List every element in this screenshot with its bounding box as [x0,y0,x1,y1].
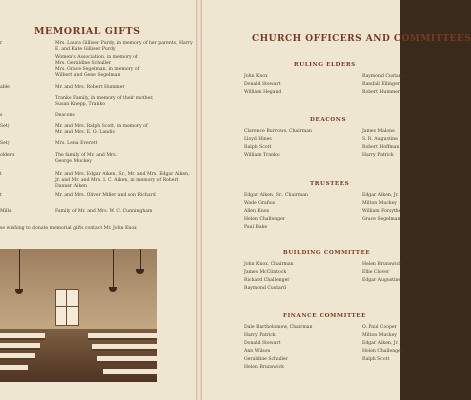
officer-name: S. R. Augustine [362,137,398,142]
officer-name: Helen Challenger [362,349,404,354]
officer-name: Harry Patrick [362,153,394,158]
pew [92,344,157,351]
pew [0,333,45,340]
memorial-gifts-title: MEMORIAL GIFTS [34,26,141,37]
lamp-cord [19,249,20,289]
officer-name: Robert Hummer [362,90,400,95]
officer-name: Randall Ellinger [362,82,400,87]
officer-name: Dale Bartholomew, Chairman [244,325,313,330]
officer-name: O. Paul Cooper [362,325,397,330]
officer-name: Richard Challenger [244,278,290,283]
memorial-gift-label: s [0,113,3,118]
pew [0,353,35,360]
memorial-gift-donor: Mrs. Grace Segelman, in memory of Wilbert and Gene Segelman [55,67,140,79]
officer-name: Ann Wilson [244,349,271,354]
memorial-gift-donor: Women's Association, in memory of Mrs. Geraldine Schuller [55,55,138,67]
memorial-gift-donor: Mrs. Lena Everett [55,141,98,146]
section-heading: RULING ELDERS [294,62,356,68]
officer-name: Helen Brunswick [244,365,284,370]
memorial-gift-label: Set) [0,141,10,146]
right-page [202,0,471,400]
section-heading: FINANCE COMMITTEE [283,313,366,319]
officer-name: William Hegand [244,90,282,95]
memorial-gift-label: olders [0,153,15,158]
memorial-gift-label: Mills [0,209,12,214]
memorial-gift-donor: Mr. and Mrs. Ralph Scott, in memory of Mr. and Mrs. E. O. Landis [55,124,148,136]
pew [0,365,28,372]
memorial-gift-donor: Mrs. Laura Gilliser Purdy, in memory of her parents, Harry E. and Kate Gilliser Purdy [55,41,193,53]
officer-name: Ralph Scott [362,357,390,362]
officer-name: Harry Patrick [244,333,276,338]
memorial-gift-label: t [0,193,2,198]
memorial-gift-donor: Family of Mr. and Mrs. W. C. Cunningham [55,209,153,214]
memorial-gift-donor: The family of Mr. and Mrs. George Muckey [55,153,118,165]
officer-name: Donald Stewart [244,341,281,346]
memorial-gift-label: able [0,85,10,90]
pew [88,333,157,340]
memorial-gift-donor: Mr. and Mrs. Edgar Aiken, Sr., Mr. and Mrs. Edgar Aiken, Jr. and Mr. and Mrs. I. C. Aiken, in memory of Robert Danner Aiken [55,172,190,190]
officer-name: Milton Muckey [362,201,398,206]
memorial-gift-donor: Tranko Family, in memory of their mother, Susan Knepp, Tranko [55,96,154,108]
lamp-cord [113,249,114,287]
officer-name: William Tranko [244,153,280,158]
officer-name: Grace Segelman [362,217,401,222]
officer-name: Raymond Custard [362,74,404,79]
officer-name: Edgar Aiken, Jr. [362,193,399,198]
officer-name: James Malone [362,129,395,134]
officer-name: Edgar Augustine [362,278,402,283]
memorial-contact-note: se wishing to donate memorial gifts contact Mr. John Knox [0,226,137,231]
officer-name: Raymond Custard [244,286,286,291]
section-heading: BUILDING COMMITTEE [283,250,371,256]
pew [103,369,157,376]
photo-window [55,289,79,326]
section-heading: TRUSTEES [310,181,350,187]
officer-name: Robert Hoffman [362,145,400,150]
memorial-gift-label: t [0,172,2,177]
pew [0,343,40,350]
officer-name: Donald Stewart [244,82,281,87]
officer-name: Edgar Aiken, Sr., Chairman [244,193,308,198]
officer-name: Paul Bake [244,225,268,230]
officer-name: Wade Grafius [244,201,276,206]
memorial-gift-label: Set) [0,124,10,129]
left-page [0,0,197,400]
officer-name: Ralph Scott [244,145,272,150]
officer-name: John Knox, Chairman [244,262,294,267]
officer-name: John Knox [244,74,268,79]
officer-name: Geraldine Schuller [244,357,288,362]
memorial-gift-donor: Deacons [55,113,75,118]
officer-name: Allen Knox [244,209,270,214]
officer-name: Edgar Aiken, Jr. [362,341,399,346]
pew [97,356,157,363]
memorial-gift-donor: Mr. and Mrs. Robert Hummer [55,85,125,90]
officer-name: James McClintock [244,270,287,275]
church-interior-photo [0,249,157,382]
officer-name: Ellie Clover [362,270,390,275]
memorial-gift-label: r [0,41,3,46]
officer-name: Clarence Burrows, Chairman [244,129,312,134]
officer-name: Helen Brunswick [362,262,402,267]
lamp-cord [140,249,141,269]
officer-name: Helen Challenger [244,217,286,222]
officer-name: William Forsythe [362,209,402,214]
officer-name: Lloyd Hines [244,137,272,142]
section-heading: DEACONS [310,117,347,123]
officer-name: Milton Muckey [362,333,398,338]
memorial-gift-donor: Mr. and Mrs. Oliver Miller and son Richard [55,193,156,198]
church-officers-title: CHURCH OFFICERS AND COMMITTEES [252,34,471,44]
